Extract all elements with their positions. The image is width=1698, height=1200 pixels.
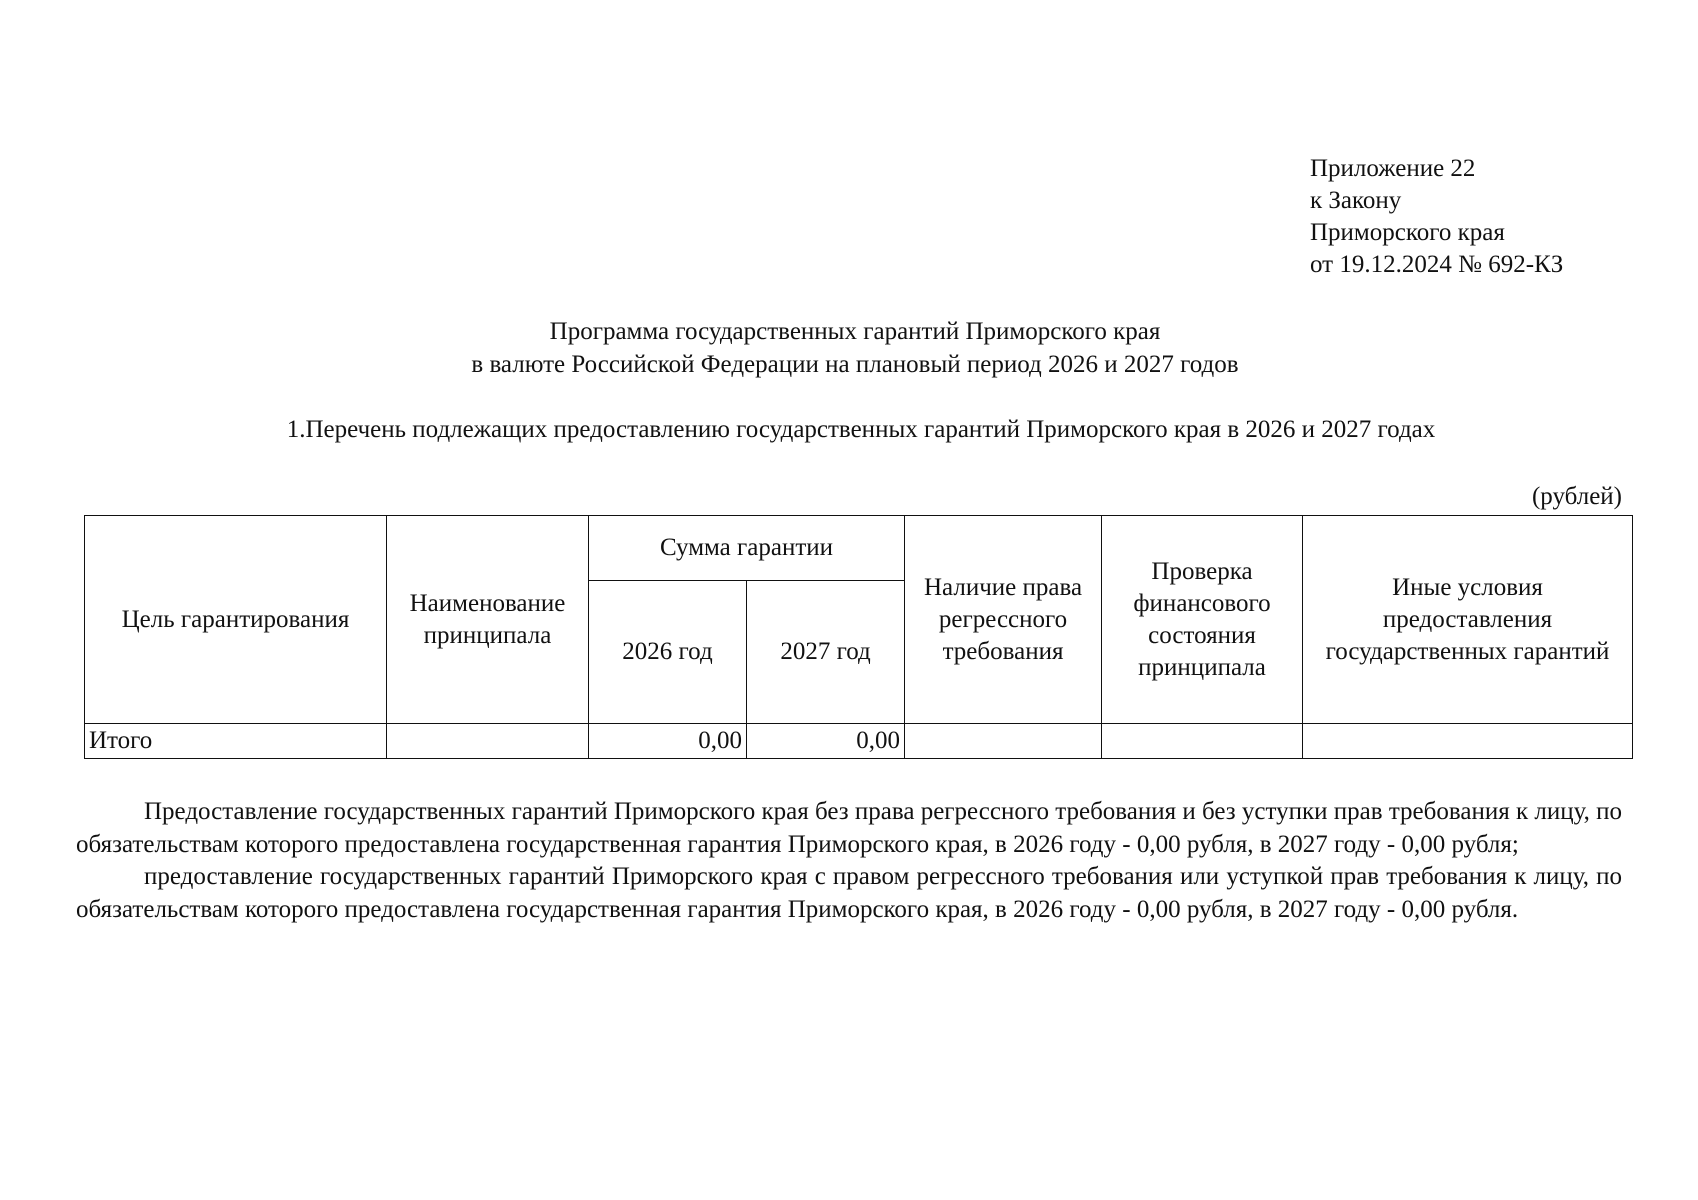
annex-number: Приложение 22 <box>1310 155 1476 182</box>
section-title: 1.Перечень подлежащих предоставлению государственных гарантий Приморского края в 2026 и 2027 годах <box>286 416 1436 443</box>
paragraph-with-recourse: предоставление государственных гарантий Приморского края с правом регрессного требования или уступкой прав требования к лицу, по обязательствам которого предоставлена государственная гарантия Приморского края, в 2026 году - 0,00 рубля, в 2027 году - 0,00 рубля. <box>76 863 1622 923</box>
header-other-conditions: Иные условия предоставления государственных гарантий <box>1303 516 1633 724</box>
header-financial-check: Проверка финансового состояния принципала <box>1102 516 1303 724</box>
total-amount-2026: 0,00 <box>589 724 747 759</box>
guarantees-table <box>84 515 1633 759</box>
total-amount-2027: 0,00 <box>747 724 905 759</box>
header-purpose: Цель гарантирования <box>85 516 387 724</box>
total-financial-check <box>1102 724 1303 759</box>
total-principal <box>387 724 589 759</box>
header-recourse: Наличие права регрессного требования <box>905 516 1102 724</box>
header-year-2027: 2027 год <box>747 581 905 724</box>
header-year-2026: 2026 год <box>589 581 747 724</box>
total-label: Итого <box>85 724 387 759</box>
title-line-2: в валюте Российской Федерации на плановый период 2026 и 2027 годов <box>471 351 1239 378</box>
total-recourse <box>905 724 1102 759</box>
table-row-total <box>85 724 1633 759</box>
header-principal: Наименование принципала <box>387 516 589 724</box>
units-label: (рублей) <box>1531 483 1622 510</box>
annex-date-number: от 19.12.2024 № 692-КЗ <box>1310 251 1564 278</box>
title-line-1: Программа государственных гарантий Приморского края <box>549 318 1161 345</box>
annex-block <box>1310 153 1563 281</box>
total-other-conditions <box>1303 724 1633 759</box>
annex-law-ref: к Закону <box>1310 187 1402 214</box>
paragraph-without-recourse: Предоставление государственных гарантий Приморского края без права регрессного требования и без уступки прав требования к лицу, по обязательствам которого предоставлена государственная гарантия Приморского края, в 2026 году - 0,00 рубля, в 2027 году - 0,00 рубля; <box>76 798 1622 858</box>
header-amount: Сумма гарантии <box>589 516 905 581</box>
body-text <box>76 796 1622 926</box>
annex-region: Приморского края <box>1310 219 1505 246</box>
document-title <box>0 315 1698 381</box>
